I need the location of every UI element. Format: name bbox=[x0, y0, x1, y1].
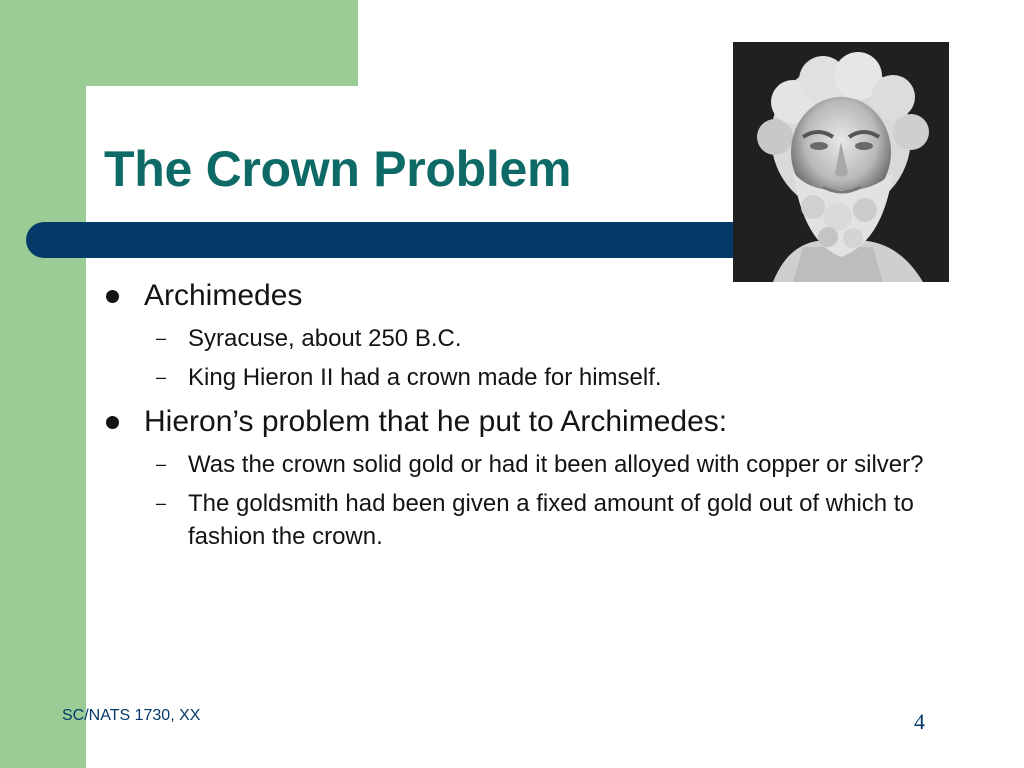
dash-icon: – bbox=[156, 454, 167, 474]
sub-bullet-text: King Hieron II had a crown made for himself. bbox=[188, 364, 662, 391]
bullet-text: Archimedes bbox=[144, 279, 303, 312]
bullet-item bbox=[100, 402, 960, 442]
green-top-band bbox=[0, 0, 358, 86]
sub-bullet-text: The goldsmith had been given a fixed amount of gold out of which to fashion the crown. bbox=[188, 490, 914, 550]
green-side-band bbox=[0, 0, 86, 768]
dash-icon: – bbox=[156, 493, 167, 513]
bullet-list bbox=[100, 272, 960, 553]
bullet-item bbox=[100, 276, 960, 316]
bust-illustration bbox=[733, 42, 949, 282]
sub-bullet-text: Was the crown solid gold or had it been alloyed with copper or silver? bbox=[188, 451, 924, 478]
page-number: 4 bbox=[914, 709, 925, 734]
bullet-dot-icon bbox=[106, 416, 119, 429]
dash-icon: – bbox=[156, 367, 167, 387]
slide-title: The Crown Problem bbox=[104, 141, 572, 197]
sub-bullet-item bbox=[100, 361, 848, 394]
sub-bullet-text: Syracuse, about 250 B.C. bbox=[188, 325, 462, 352]
bullet-text: Hieron’s problem that he put to Archimedes: bbox=[144, 405, 728, 438]
sub-bullet-item bbox=[100, 322, 848, 355]
title-underline-bar bbox=[26, 222, 786, 258]
dash-icon: – bbox=[156, 328, 167, 348]
bullet-dot-icon bbox=[106, 290, 119, 303]
sub-bullet-item bbox=[100, 448, 948, 481]
archimedes-bust-image bbox=[733, 42, 949, 282]
footer-course-label: SC/NATS 1730, XX bbox=[62, 707, 201, 724]
sub-bullet-item bbox=[100, 487, 948, 553]
